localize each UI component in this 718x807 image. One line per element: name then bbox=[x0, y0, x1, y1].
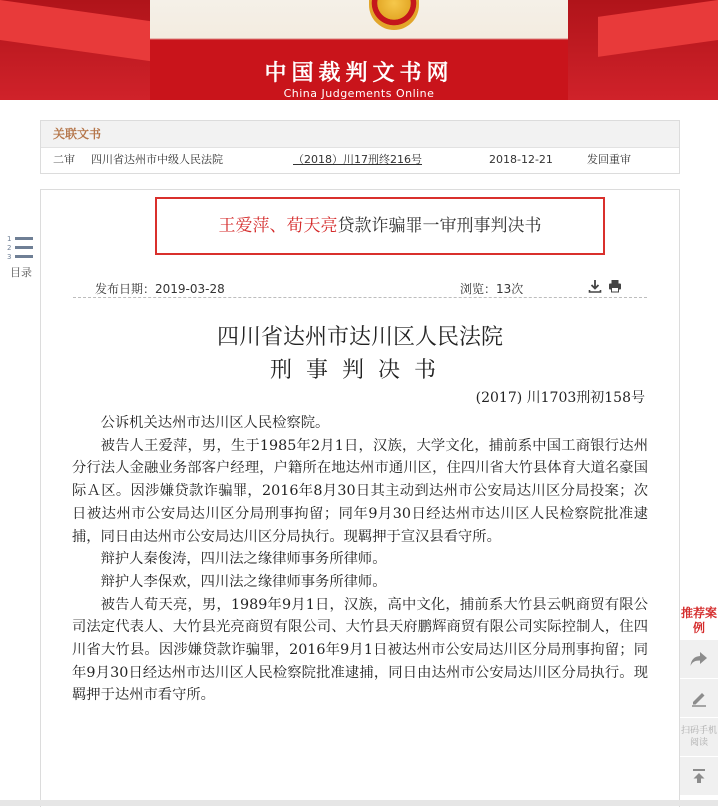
paragraph: 公诉机关达州市达川区人民检察院。 bbox=[100, 415, 330, 431]
related-date: 2018-12-21 bbox=[489, 153, 553, 166]
table-of-contents-toggle[interactable] bbox=[6, 236, 36, 280]
document-title-names: 王爱萍、荀天亮 bbox=[218, 216, 338, 236]
related-documents-heading: 关联文书 bbox=[41, 121, 679, 148]
paragraph: 被告人王爱萍，男，生于1985年2月1日，汉族，大学文化，捕前系中国工商银行达州分行法人金融业务部客户经理，户籍所在地达州市通川区，住四川省大竹县体育大道名豪国际Ａ区。因涉嫌贷款诈骗罪，2016年8月30日其主动到达州市公安局达川区分局投案；次日被达州市公安局达川区分局刑事拘留；同年9月30日经达州市达川区人民检察院批准逮捕，同日由达州市公安局达川区分局执行。现羁押于宣汉县看守所。 bbox=[72, 437, 648, 545]
paragraph: 辩护人秦俊涛，四川法之缘律师事务所律师。 bbox=[100, 551, 387, 568]
recommended-cases-button[interactable]: 推荐案例 bbox=[680, 606, 717, 635]
judgment-document bbox=[40, 189, 680, 807]
toc-number: 1 bbox=[7, 235, 12, 243]
horizontal-scrollbar[interactable] bbox=[0, 800, 718, 806]
document-title-rest: 贷款诈骗罪一审刑事判决书 bbox=[337, 216, 542, 236]
share-button[interactable] bbox=[680, 639, 718, 678]
print-icon[interactable] bbox=[608, 279, 622, 293]
toc-number: 3 bbox=[7, 253, 12, 261]
back-to-top-icon bbox=[690, 767, 708, 785]
site-header bbox=[0, 0, 718, 100]
site-subtitle: China Judgements Online bbox=[283, 87, 435, 100]
scan-qr-button[interactable]: 扫码手机阅读 bbox=[680, 717, 718, 756]
court-name: 四川省达州市达川区人民法院 bbox=[216, 325, 503, 350]
paragraph: 辩护人李保欢，四川法之缘律师事务所律师。 bbox=[100, 573, 387, 590]
related-case-number-link[interactable]: （2018）川17刑终216号 bbox=[293, 153, 422, 166]
list-icon bbox=[7, 236, 35, 262]
related-court: 四川省达州市中级人民法院 bbox=[91, 153, 223, 166]
related-stage: 二审 bbox=[53, 153, 75, 166]
related-result: 发回重审 bbox=[587, 153, 631, 166]
paragraph: 被告人荀天亮，男，1989年9月1日，汉族，高中文化，捕前系大竹县云帆商贸有限公司法定代表人、大竹县光亮商贸有限公司、大竹县天府鹏辉商贸有限公司实际控制人，住四川省大竹县。因涉嫌贷款诈骗罪，2016年9月1日被达州市公安局达川区分局刑事拘留；同年9月30日经达州市达川区人民检察院批准逮捕，同日由达州市公安局达川区分局执行。现羁押于达州市看守所。 bbox=[72, 596, 648, 704]
view-count: 浏览：13次 bbox=[460, 282, 524, 296]
document-title bbox=[155, 197, 605, 255]
edit-button[interactable] bbox=[680, 678, 718, 717]
document-body bbox=[72, 412, 648, 707]
publish-date: 发布日期：2019-03-28 bbox=[95, 282, 225, 296]
related-documents-panel bbox=[40, 120, 680, 174]
case-number: (2017) 川1703刑初158号 bbox=[475, 390, 645, 406]
share-icon bbox=[689, 650, 709, 668]
meta-divider bbox=[73, 297, 647, 299]
judgment-type: 刑事判决书 bbox=[269, 358, 450, 383]
related-document-row[interactable] bbox=[41, 148, 679, 172]
floating-toolbar bbox=[680, 603, 718, 795]
back-to-top-button[interactable] bbox=[680, 756, 718, 795]
toc-number: 2 bbox=[7, 244, 12, 252]
site-title[interactable]: 中国裁判文书网 bbox=[264, 61, 454, 86]
edit-icon bbox=[690, 689, 708, 707]
toc-label: 目录 bbox=[10, 266, 32, 279]
download-icon[interactable] bbox=[588, 279, 602, 293]
